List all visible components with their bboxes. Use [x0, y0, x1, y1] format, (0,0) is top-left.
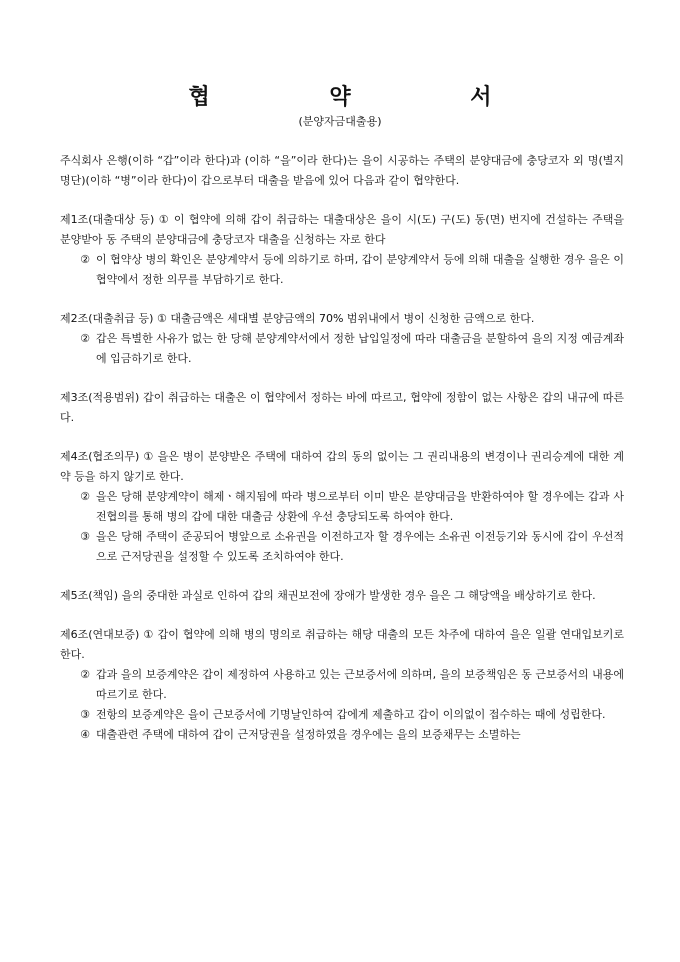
article-1: [60, 210, 624, 290]
clause-number: ④: [80, 728, 90, 741]
clause-text: 전항의 보증계약은 을이 근보증서에 기명날인하여 갑에게 제출하고 갑이 이의없이 접수하는 때에 성립한다.: [96, 708, 606, 721]
article-clause: [60, 250, 624, 290]
article-clause: [60, 665, 624, 705]
document-title: 협 약 서: [188, 84, 548, 110]
article-lead: 제1조(대출대상 등) ① 이 협약에 의해 갑이 취급하는 대출대상은 을이 시(도) 구(도) 동(면) 번지에 건설하는 주택을 분양받아 동 주택의 분양대금에 충당코자 대출을 신청하는 자로 한다: [60, 213, 624, 246]
clause-number: ②: [80, 490, 90, 503]
clause-text: 대출관련 주택에 대하여 갑이 근저당권을 설정하였을 경우에는 을의 보증채무는 소멸하는: [96, 728, 521, 741]
clause-text: 갑은 특별한 사유가 없는 한 당해 분양계약서에서 정한 납입일정에 따라 대출금을 분할하여 을의 지정 예금계좌에 입금하기로 한다.: [96, 332, 624, 365]
article-clause: [60, 527, 624, 567]
article-lead: 제4조(협조의무) ① 을은 병이 분양받은 주택에 대하여 갑의 동의 없이는 그 권리내용의 변경이나 권리승계에 대한 계약 등을 하지 않기로 한다.: [60, 450, 624, 483]
document-subtitle: (분양자금대출용): [298, 115, 382, 128]
clause-text: 을은 당해 주택이 준공되어 병앞으로 소유권을 이전하고자 할 경우에는 소유권 이전등기와 동시에 갑이 우선적으로 근저당권을 설정할 수 있도록 조치하여야 한다.: [96, 530, 624, 563]
article-lead: 제5조(책임) 을의 중대한 과실로 인하여 갑의 채권보전에 장애가 발생한 경우 을은 그 해당액을 배상하기로 한다.: [60, 589, 596, 602]
article-6: [60, 625, 624, 745]
clause-number: ③: [80, 530, 90, 543]
article-clause: [60, 329, 624, 369]
article-2: [60, 309, 624, 369]
intro-paragraph: 주식회사 은행(이하 “갑”이라 한다)과 (이하 “을”이라 한다)는 을이 시공하는 주택의 분양대금에 충당코자 외 명(별지명단)(이하 “병”이라 한다)이 갑으로부터 대출을 받음에 있어 다음과 같이 협약한다.: [60, 154, 624, 187]
article-clause: [60, 487, 624, 527]
article-lead: 제3조(적용범위) 갑이 취급하는 대출은 이 협약에서 정하는 바에 따르고, 협약에 정함이 없는 사항은 갑의 내규에 따른다.: [60, 391, 624, 424]
article-3: [60, 388, 624, 428]
article-lead: 제2조(대출취급 등) ① 대출금액은 세대별 분양금액의 70% 범위내에서 병이 신청한 금액으로 한다.: [60, 312, 535, 325]
clause-text: 을은 당해 분양계약이 해제ㆍ해지됨에 따라 병으로부터 이미 받은 분양대금을 반환하여야 할 경우에는 갑과 사전협의를 통해 병의 갑에 대한 대출금 상환에 우선 충당되도록 하여야 한다.: [96, 490, 624, 523]
article-4: [60, 447, 624, 567]
document-body: [60, 151, 624, 745]
clause-number: ②: [80, 253, 90, 266]
article-clause: [60, 725, 624, 745]
article-clause: [60, 705, 624, 725]
clause-number: ②: [80, 332, 90, 345]
clause-text: 이 협약상 병의 확인은 분양계약서 등에 의하기로 하며, 갑이 분양계약서 등에 의해 대출을 실행한 경우 을은 이 협약에서 정한 의무를 부담하기로 한다.: [96, 253, 624, 286]
clause-number: ③: [80, 708, 90, 721]
article-lead: 제6조(연대보증) ① 갑이 협약에 의해 병의 명의로 취급하는 해당 대출의 모든 차주에 대하여 을은 일괄 연대입보키로 한다.: [60, 628, 624, 661]
clause-number: ②: [80, 668, 90, 681]
clause-text: 갑과 을의 보증계약은 갑이 제정하여 사용하고 있는 근보증서에 의하며, 을의 보증책임은 동 근보증서의 내용에 따르기로 한다.: [96, 668, 624, 701]
article-5: [60, 586, 624, 606]
